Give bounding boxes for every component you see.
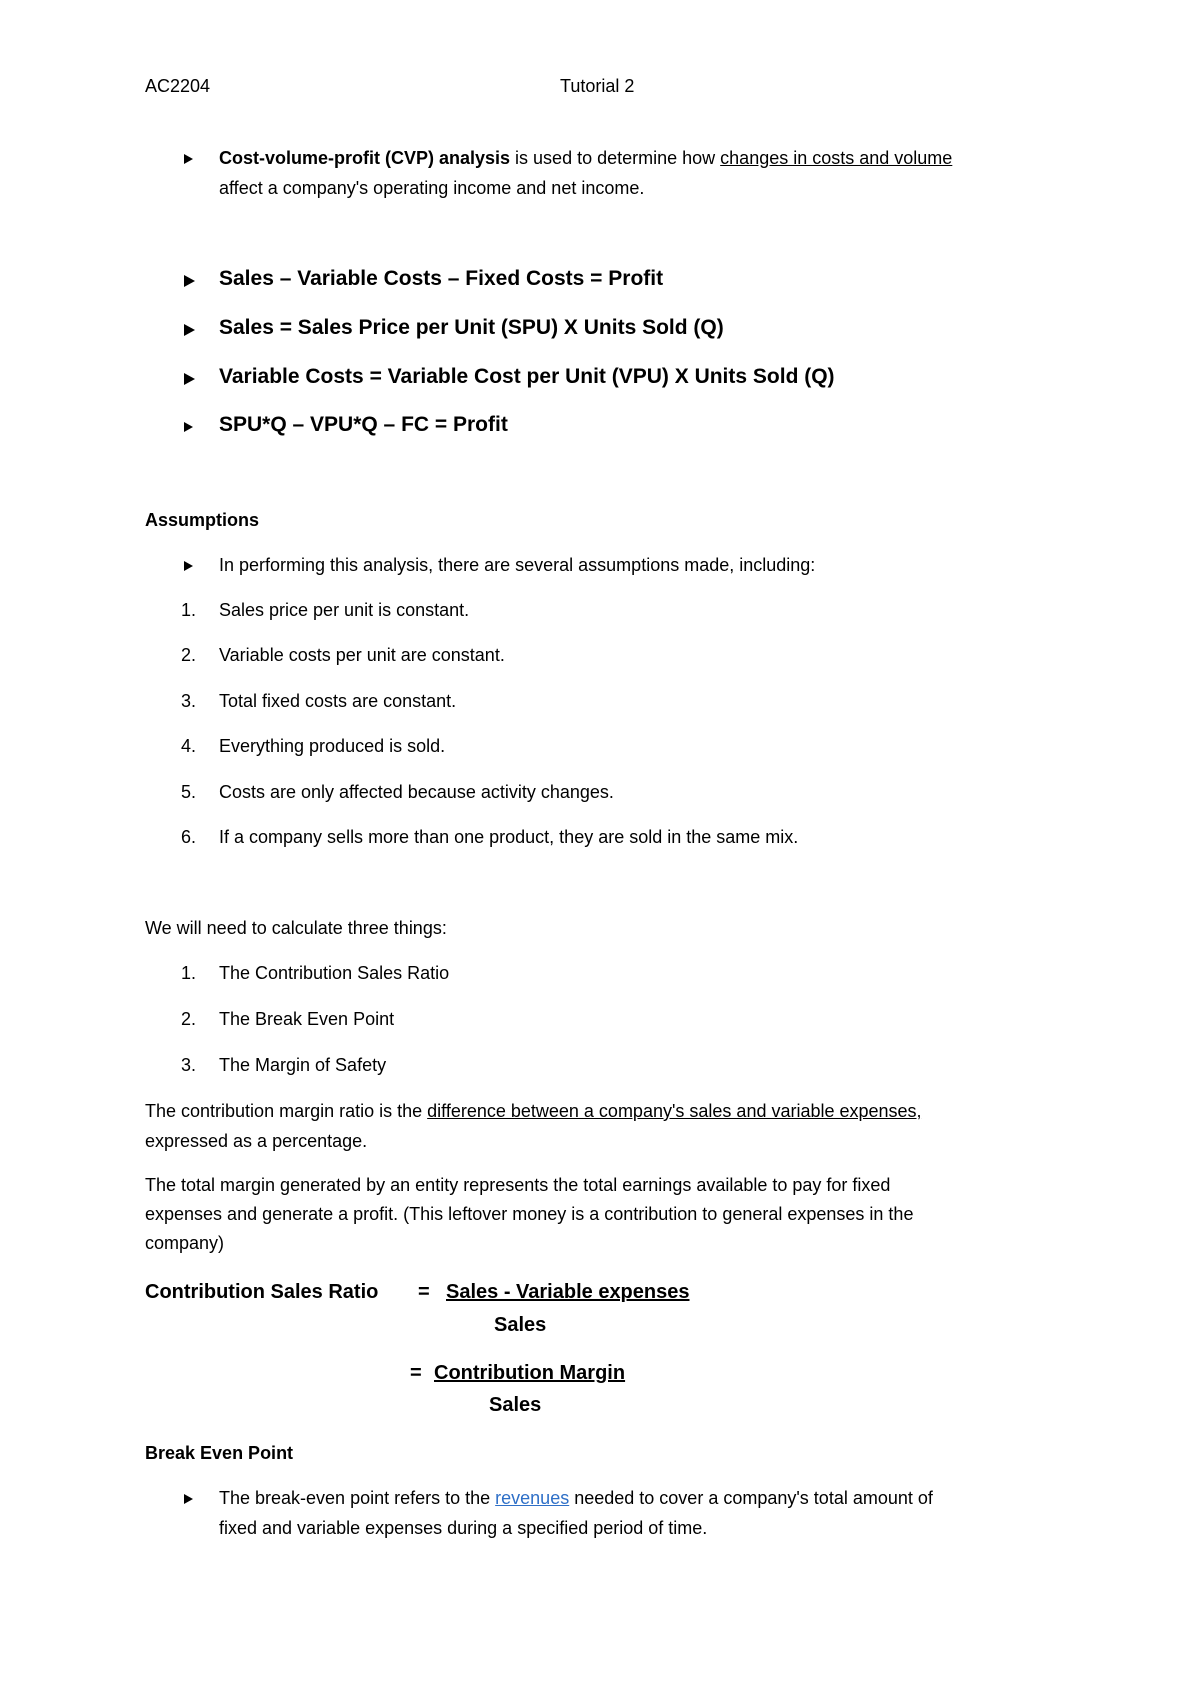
bullet-arrow-icon xyxy=(184,324,195,336)
bullet-arrow-icon xyxy=(184,1494,193,1504)
cvp-intro-line2: affect a company's operating income and net income. xyxy=(219,178,645,198)
list-number: 1. xyxy=(181,963,197,983)
ratio-denominator-2: Sales xyxy=(489,1394,542,1416)
bullet-arrow-icon xyxy=(184,422,193,432)
calc-item: The Contribution Sales Ratio xyxy=(219,963,450,983)
list-number: 2. xyxy=(181,645,197,665)
ratio-numerator-2: Contribution Margin xyxy=(434,1362,626,1384)
cvp-term: Cost-volume-profit (CVP) analysis xyxy=(219,148,511,168)
cm-definition-prefix: The contribution margin ratio is the xyxy=(145,1101,428,1121)
cm-definition-line1 xyxy=(145,1101,922,1122)
cvp-underlined-phrase: changes in costs and volume xyxy=(720,148,953,168)
list-number: 4. xyxy=(181,736,197,756)
bullet-arrow-icon xyxy=(184,561,193,571)
total-margin-line3: company) xyxy=(145,1233,225,1253)
bullet-arrow-icon xyxy=(184,154,193,164)
break-even-heading: Break Even Point xyxy=(145,1443,294,1463)
ratio-denominator: Sales xyxy=(494,1314,547,1336)
ratio-equals: = xyxy=(418,1281,430,1303)
break-even-line2: fixed and variable expenses during a specified period of time. xyxy=(219,1518,708,1538)
assumption-item: Costs are only affected because activity changes. xyxy=(219,782,614,802)
break-even-suffix: needed to cover a company's total amount of xyxy=(569,1488,933,1508)
calc-lead: We will need to calculate three things: xyxy=(145,918,447,938)
list-number: 1. xyxy=(181,600,197,620)
break-even-line1 xyxy=(219,1488,933,1509)
break-even-prefix: The break-even point refers to the xyxy=(219,1488,496,1508)
total-margin-line2: expenses and generate a profit. (This leftover money is a contribution to general expenses in the xyxy=(145,1204,914,1224)
ratio-label: Contribution Sales Ratio xyxy=(145,1281,379,1303)
list-number: 2. xyxy=(181,1009,197,1029)
assumption-item: Variable costs per unit are constant. xyxy=(219,645,505,665)
ratio-equals-2: = xyxy=(410,1362,422,1384)
list-number: 5. xyxy=(181,782,197,802)
assumption-item: If a company sells more than one product, they are sold in the same mix. xyxy=(219,827,799,847)
assumption-item: Everything produced is sold. xyxy=(219,736,446,756)
document-title: Tutorial 2 xyxy=(560,76,635,96)
bullet-arrow-icon xyxy=(184,275,195,287)
list-number: 3. xyxy=(181,1055,197,1075)
cm-definition-underlined: difference between a company's sales and variable expenses, xyxy=(427,1101,922,1121)
list-number: 3. xyxy=(181,691,197,711)
revenues-link[interactable]: revenues xyxy=(495,1488,570,1508)
assumptions-lead: In performing this analysis, there are several assumptions made, including: xyxy=(219,555,816,575)
total-margin-line1: The total margin generated by an entity represents the total earnings available to pay for fixed xyxy=(145,1175,891,1195)
assumptions-heading: Assumptions xyxy=(145,510,260,530)
formula-profit: Sales – Variable Costs – Fixed Costs = Profit xyxy=(219,267,664,290)
course-code: AC2204 xyxy=(145,76,211,96)
bullet-arrow-icon xyxy=(184,373,195,385)
list-number: 6. xyxy=(181,827,197,847)
formula-spu-vpu: SPU*Q – VPU*Q – FC = Profit xyxy=(219,413,508,436)
assumption-item: Sales price per unit is constant. xyxy=(219,600,470,620)
formula-variable-costs: Variable Costs = Variable Cost per Unit (VPU) X Units Sold (Q) xyxy=(219,365,835,388)
calc-item: The Break Even Point xyxy=(219,1009,395,1029)
ratio-numerator: Sales - Variable expenses xyxy=(446,1281,690,1303)
cvp-intro-text: is used to determine how xyxy=(510,148,721,168)
assumption-item: Total fixed costs are constant. xyxy=(219,691,457,711)
cvp-intro-line1 xyxy=(219,148,952,169)
calc-item: The Margin of Safety xyxy=(219,1055,387,1075)
formula-sales: Sales = Sales Price per Unit (SPU) X Units Sold (Q) xyxy=(219,316,724,339)
cm-definition-line2: expressed as a percentage. xyxy=(145,1131,368,1151)
